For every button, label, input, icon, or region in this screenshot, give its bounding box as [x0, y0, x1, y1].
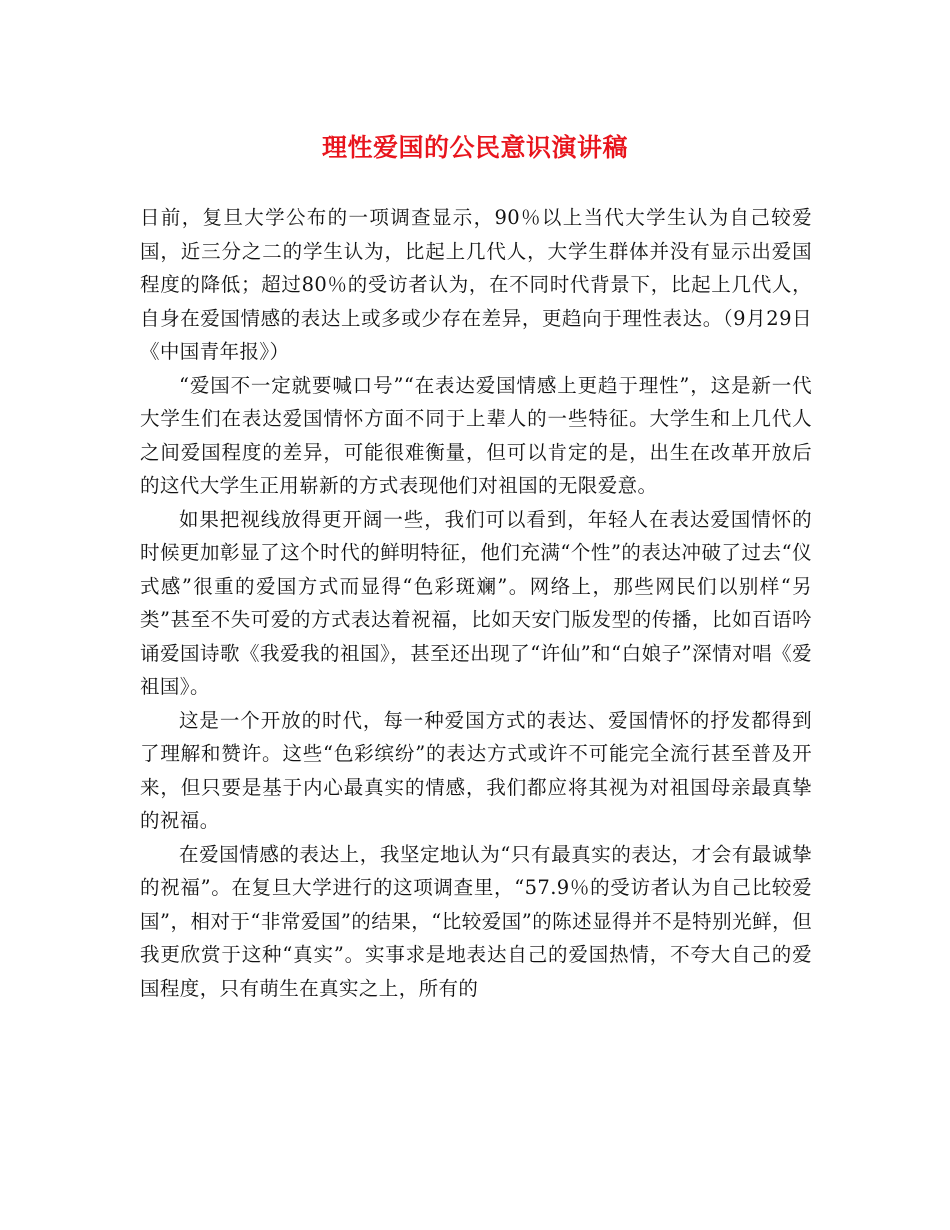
paragraph-3: 如果把视线放得更开阔一些，我们可以看到，年轻人在表达爱国情怀的时候更加彰显了这个时代的鲜明特征，他们充满“个性”的表达冲破了过去“仪式感”很重的爱国方式而显得“色彩斑斓”。网络上，那些网民们以别样“另类”甚至不失可爱的方式表达着祝福，比如天安门版发型的传播，比如百语吟诵爱国诗歌《我爱我的祖国》，甚至还出现了“许仙”和“白娘子”深情对唱《爱祖国》。 [140, 507, 812, 698]
document-title: 理性爱国的公民意识演讲稿 [321, 133, 628, 162]
paragraph-2: “爱国不一定就要喊口号”“在表达爱国情感上更趋于理性”，这是新一代大学生们在表达爱国情怀方面不同于上辈人的一些特征。大学生和上几代人之间爱国程度的差异，可能很难衡量，但可以肯定的是，出生在改革开放后的这代大学生正用崭新的方式表现他们对祖国的无限爱意。 [140, 373, 812, 497]
paragraph-5: 在爱国情感的表达上，我坚定地认为“只有最真实的表达，才会有最诚挚的祝福”。在复旦大学进行的这项调查里，“57.9％的受访者认为自己比较爱国”，相对于“非常爱国”的结果，“比较爱国”的陈述显得并不是特别光鲜，但我更欣赏于这种“真实”。实事求是地表达自己的爱国热情，不夸大自己的爱国程度，只有萌生在真实之上，所有的 [140, 842, 812, 1000]
paragraph-1: 日前，复旦大学公布的一项调查显示，90％以上当代大学生认为自己较爱国，近三分之二的学生认为，比起上几代人，大学生群体并没有显示出爱国程度的降低；超过80％的受访者认为，在不同时代背景下，比起上几代人，自身在爱国情感的表达上或多或少存在差异，更趋向于理性表达。（9月29日《中国青年报》） [140, 206, 812, 363]
document-body [140, 201, 812, 1005]
paragraph-4: 这是一个开放的时代，每一种爱国方式的表达、爱国情怀的抒发都得到了理解和赞许。这些“色彩缤纷”的表达方式或许不可能完全流行甚至普及开来，但只要是基于内心最真实的情感，我们都应将其视为对祖国母亲最真挚的祝福。 [140, 708, 812, 832]
